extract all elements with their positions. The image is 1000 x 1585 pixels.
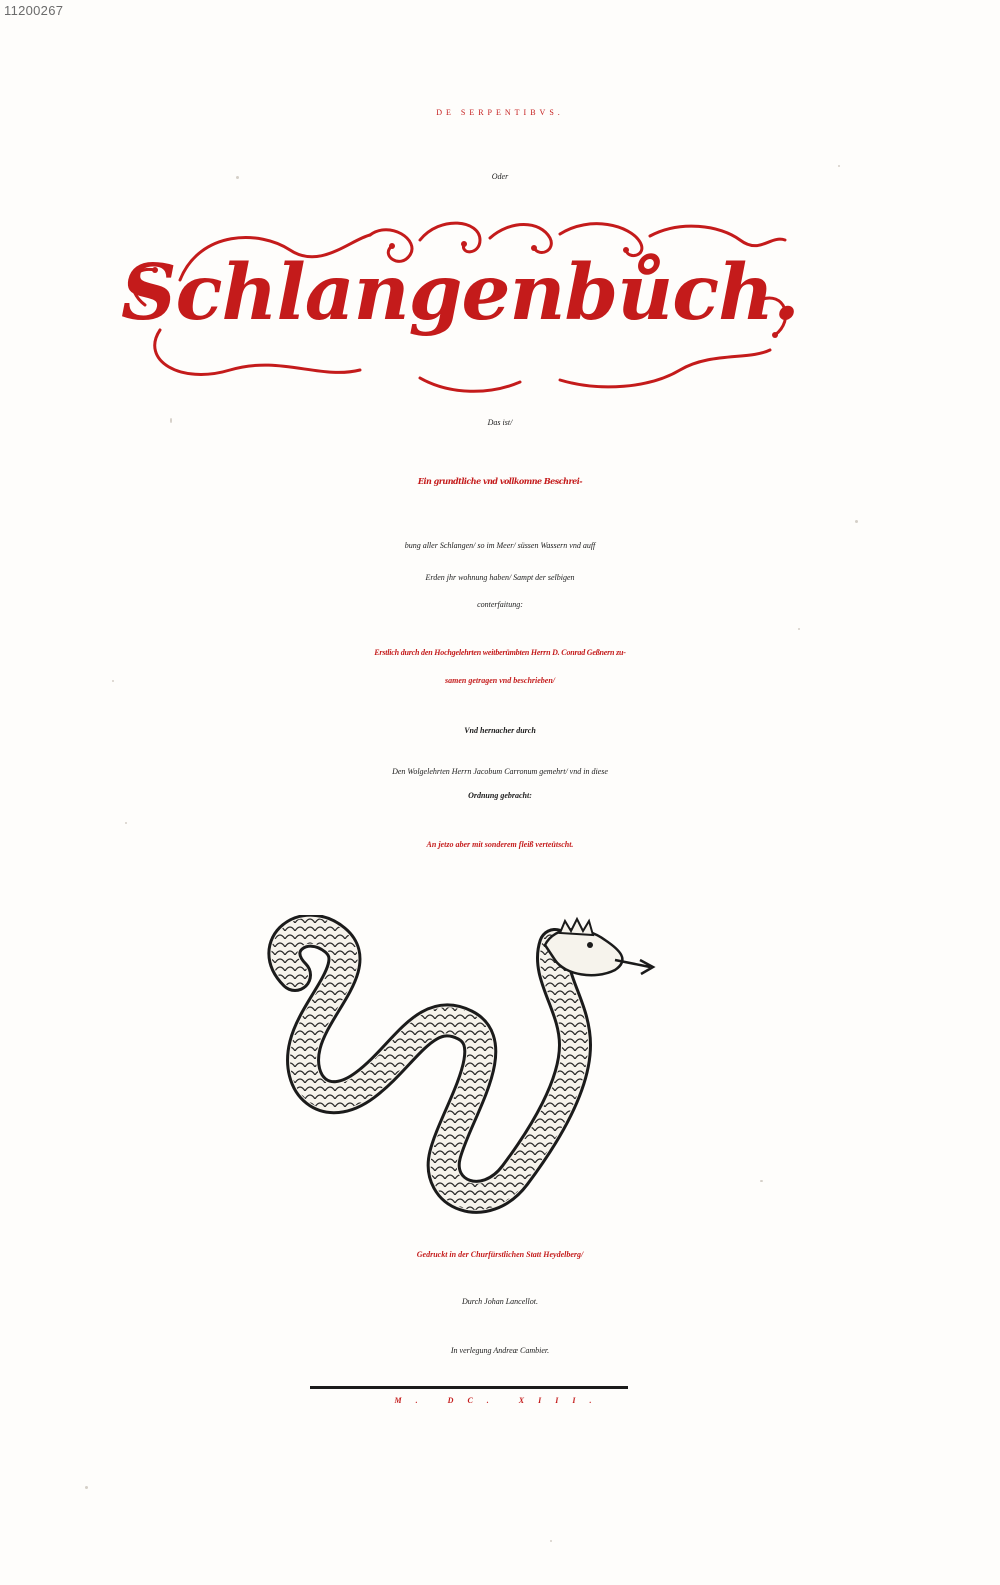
- subtitle-line-1: Ein grundtliche vnd vollkomne Beschrei-: [417, 476, 583, 486]
- imprint-publisher: In verlegung Andreæ Cambier.: [450, 1346, 550, 1355]
- oder-label: Oder: [491, 172, 509, 181]
- main-title: Schlangenbůch.: [121, 248, 799, 338]
- paper-speck: [838, 165, 840, 167]
- and-then-label: Vnd hernacher durch: [464, 726, 536, 735]
- paper-speck: [550, 1540, 552, 1542]
- subtitle-line-3: Erden jhr wohnung haben/ Sampt der selbigen: [425, 573, 575, 582]
- main-title-block: [120, 210, 800, 400]
- subtitle-line-2: bung aller Schlangen/ so im Meer/ süssen Wassern vnd auff: [404, 541, 596, 550]
- imprint-rule: [310, 1386, 628, 1389]
- latin-title: DE SERPENTIBVS.: [436, 108, 564, 117]
- editor-line-2: Ordnung gebracht:: [468, 791, 532, 800]
- author-line-1: Erstlich durch den Hochgelehrten weitberümbten Herrn D. Conrad Geßnern zu-: [374, 648, 626, 657]
- paper-speck: [760, 1180, 763, 1182]
- paper-speck: [125, 822, 127, 824]
- scan-id-label: 11200267: [4, 3, 64, 18]
- editor-line-1: Den Wolgelehrten Herrn Jacobum Carronum gemehrt/ vnd in diese: [392, 767, 608, 776]
- subtitle-line-4: conterfaitung:: [477, 600, 523, 609]
- crowned-serpent-woodcut-icon: [255, 915, 665, 1215]
- paper-speck: [85, 1486, 88, 1489]
- paper-speck: [855, 520, 858, 523]
- imprint-place: Gedruckt in der Churfürstlichen Statt Heydelberg/: [416, 1250, 584, 1259]
- das-ist-label: Das ist/: [487, 418, 513, 427]
- translation-note: An jetzo aber mit sonderem fleiß verteütscht.: [426, 840, 574, 849]
- imprint-printer: Durch Johan Lancellot.: [462, 1297, 538, 1306]
- imprint-year: M. DC. XIII.: [394, 1396, 606, 1405]
- author-line-2: samen getragen vnd beschrieben/: [445, 676, 555, 685]
- paper-speck: [798, 628, 800, 630]
